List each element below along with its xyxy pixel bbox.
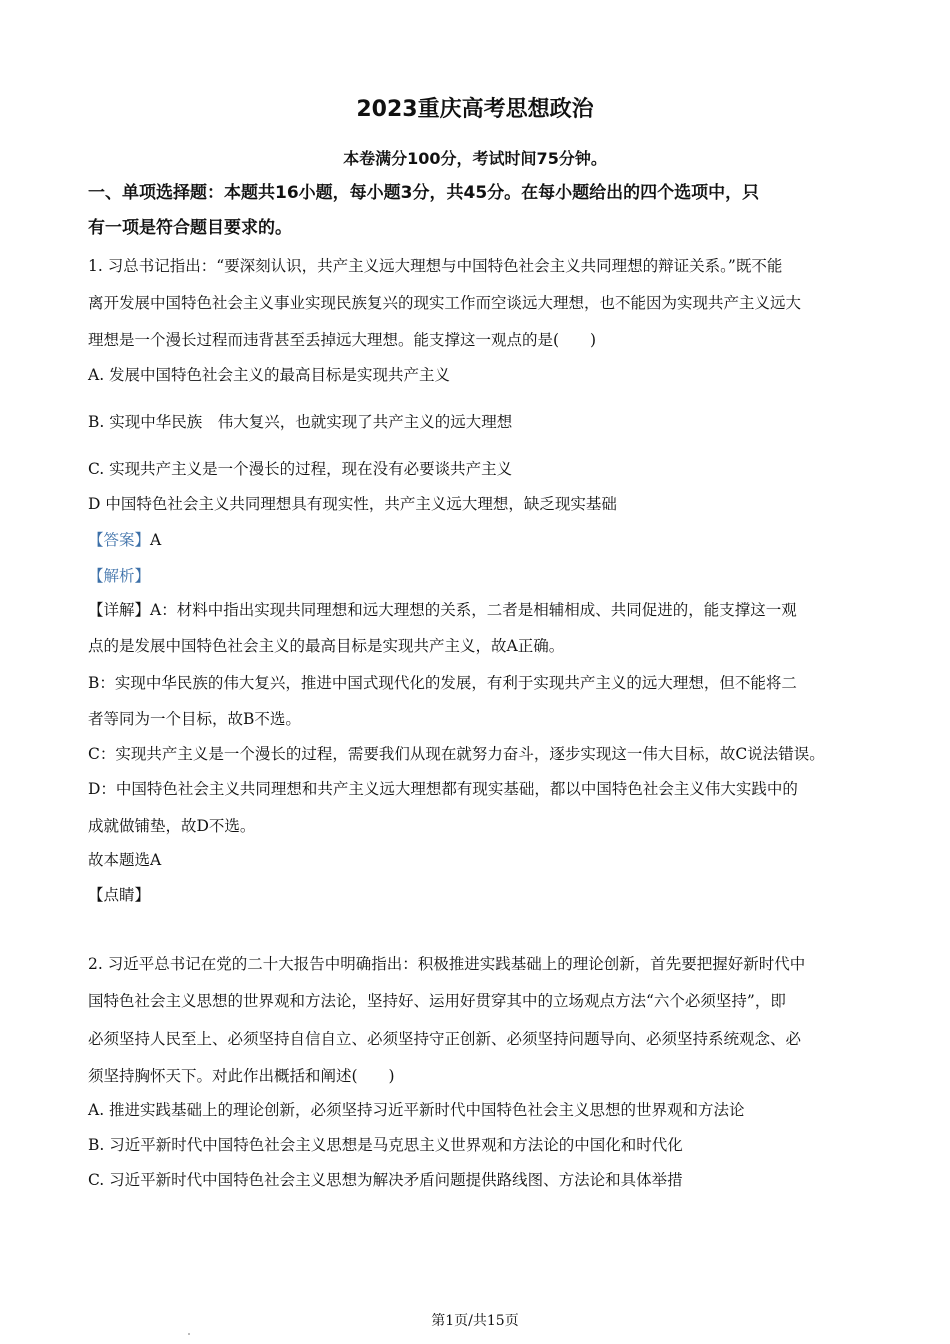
q2-option-a: A. 推进实践基础上的理论创新，必须坚持习近平新时代中国特色社会主义思想的世界观和方法论: [88, 1101, 745, 1119]
q1-detail-line1: 【详解】A：材料中指出实现共同理想和远大理想的关系，二者是相辅相成、共同促进的，能支撑这一观: [88, 601, 797, 619]
q2-option-c: C. 习近平新时代中国特色社会主义思想为解决矛盾问题提供路线图、方法论和具体举措: [88, 1171, 683, 1189]
answer-value: A: [150, 531, 162, 549]
q1-analysis-tag: 【解析】: [88, 567, 151, 585]
q2-option-b: B. 习近平新时代中国特色社会主义思想是马克思主义世界观和方法论的中国化和时代化: [88, 1136, 683, 1154]
q1-detail-line5: C：实现共产主义是一个漫长的过程，需要我们从现在就努力奋斗，逐步实现这一伟大目标，故C说法错误。: [88, 745, 825, 763]
q1-option-c: C. 实现共产主义是一个漫长的过程，现在没有必要谈共产主义: [88, 460, 513, 478]
q2-stem-line3: 必须坚持人民至上、必须坚持自信自立、必须坚持守正创新、必须坚持问题导向、必须坚持系统观念、必: [88, 1030, 802, 1048]
q1-stem-line1: 1. 习总书记指出：“要深刻认识，共产主义远大理想与中国特色社会主义共同理想的辩证关系。”既不能: [88, 257, 783, 275]
q1-detail-line4: 者等同为一个目标，故B不选。: [88, 710, 301, 728]
q2-stem-line2: 国特色社会主义思想的世界观和方法论，坚持好、运用好贯穿其中的立场观点方法“六个必须坚持”，即: [88, 992, 786, 1010]
exam-info: 本卷满分100分，考试时间75分钟。: [343, 149, 607, 168]
answer-tag: 【答案】: [88, 531, 151, 549]
q2-stem-line1: 2. 习近平总书记在党的二十大报告中明确指出：积极推进实践基础上的理论创新，首先要把握好新时代中: [88, 955, 806, 973]
page-title: 2023重庆高考思想政治: [356, 97, 594, 122]
q1-stem-line2: 离开发展中国特色社会主义事业实现民族复兴的现实工作而空谈远大理想，也不能因为实现共产主义远大: [88, 294, 802, 312]
section-heading-line2: 有一项是符合题目要求的。: [88, 218, 292, 238]
q1-detail-line8: 故本题选A: [88, 851, 162, 869]
q1-comment-tag: 【点睛】: [88, 886, 151, 904]
q1-detail-line7: 成就做铺垫，故D不选。: [88, 817, 256, 835]
q1-stem-line3: 理想是一个漫长过程而违背甚至丢掉远大理想。能支撑这一观点的是( ): [88, 331, 597, 349]
speck-mark: [188, 1333, 190, 1335]
q1-option-b: B. 实现中华民族 伟大复兴，也就实现了共产主义的远大理想: [88, 413, 513, 431]
q1-detail-line3: B：实现中华民族的伟大复兴，推进中国式现代化的发展，有利于实现共产主义的远大理想，但不能将二: [88, 674, 797, 692]
q1-detail-line6: D：中国特色社会主义共同理想和共产主义远大理想都有现实基础，都以中国特色社会主义伟大实践中的: [88, 780, 798, 798]
section-heading-line1: 一、单项选择题：本题共16小题，每小题3分，共45分。在每小题给出的四个选项中，只: [88, 183, 760, 203]
q1-answer: [88, 530, 161, 550]
q1-option-a: A. 发展中国特色社会主义的最高目标是实现共产主义: [88, 366, 451, 384]
page-footer: 第1页/共15页: [431, 1313, 519, 1329]
q1-detail-line2: 点的是发展中国特色社会主义的最高目标是实现共产主义，故A正确。: [88, 637, 565, 655]
q2-stem-line4: 须坚持胸怀天下。对此作出概括和阐述( ): [88, 1067, 395, 1085]
q1-option-d: D 中国特色社会主义共同理想具有现实性，共产主义远大理想，缺乏现实基础: [88, 495, 617, 513]
